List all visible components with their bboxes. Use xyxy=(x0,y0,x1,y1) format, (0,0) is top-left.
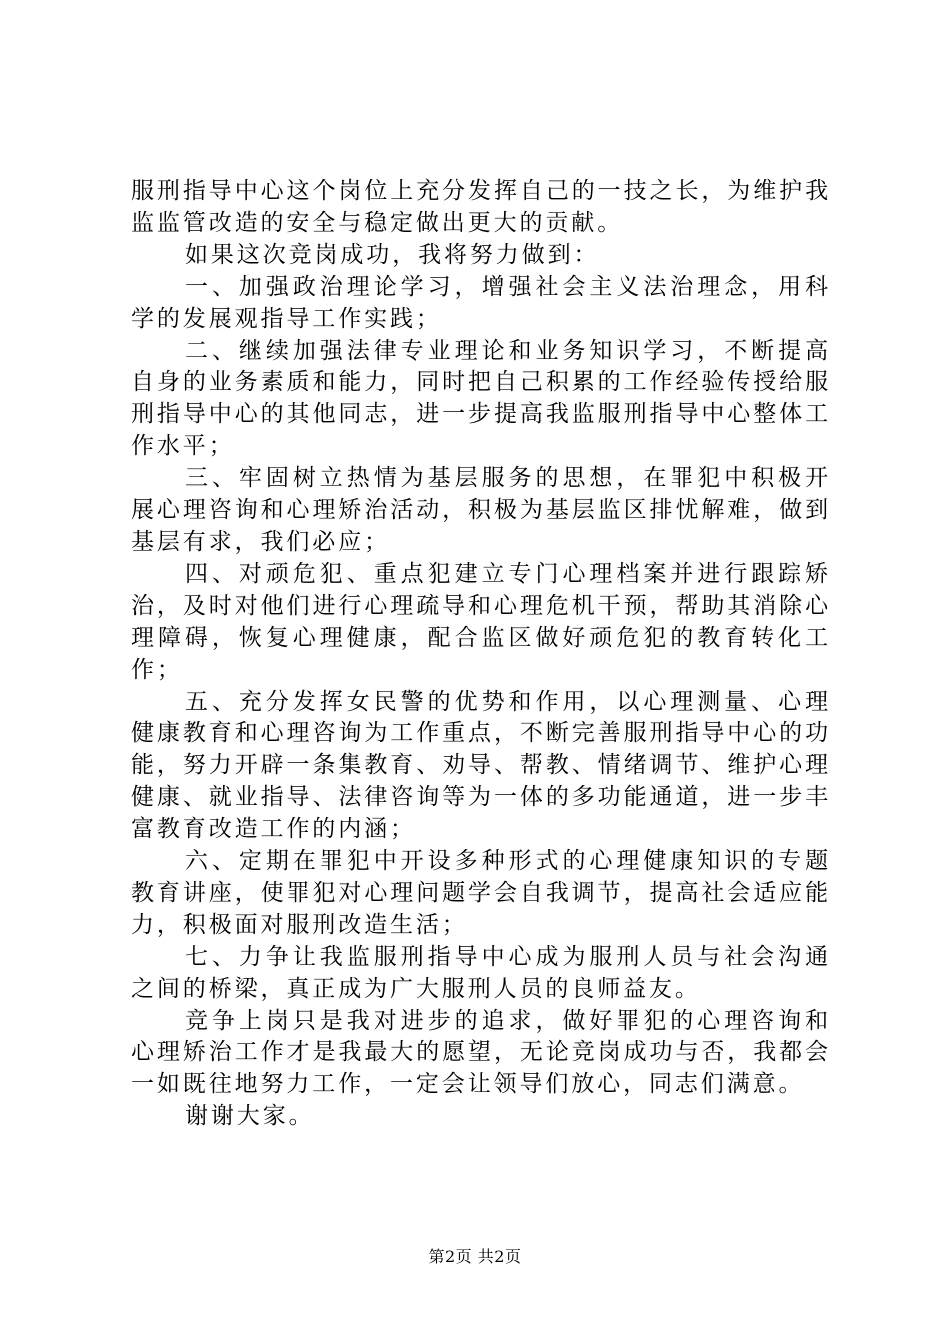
page-number-footer: 第2页 共2页 xyxy=(428,1247,522,1266)
document-body xyxy=(131,176,831,1133)
paragraph-item-2: 二、继续加强法律专业理论和业务知识学习，不断提高自身的业务素质和能力，同时把自己积累的工作经验传授给服刑指导中心的其他同志，进一步提高我监服刑指导中心整体工作水平； xyxy=(131,337,831,460)
paragraph-item-5: 五、充分发挥女民警的优势和作用，以心理测量、心理健康教育和心理咨询为工作重点，不断完善服刑指导中心的功能，努力开辟一条集教育、劝导、帮教、情绪调节、维护心理健康、就业指导、法律咨询等为一体的多功能通道，进一步丰富教育改造工作的内涵； xyxy=(131,688,831,843)
paragraph-item-3: 三、牢固树立热情为基层服务的思想，在罪犯中积极开展心理咨询和心理矫治活动，积极为基层监区排忧解难，做到基层有求，我们必应； xyxy=(131,465,831,555)
paragraph-item-6: 六、定期在罪犯中开设多种形式的心理健康知识的专题教育讲座，使罪犯对心理问题学会自我调节，提高社会适应能力，积极面对服刑改造生活； xyxy=(131,848,831,938)
paragraph-item-7: 七、力争让我监服刑指导中心成为服刑人员与社会沟通之间的桥梁，真正成为广大服刑人员的良师益友。 xyxy=(131,943,831,1002)
paragraph-thanks: 谢谢大家。 xyxy=(185,1103,315,1130)
paragraph-item-4: 四、对顽危犯、重点犯建立专门心理档案并进行跟踪矫治，及时对他们进行心理疏导和心理危机干预，帮助其消除心理障碍，恢复心理健康，配合监区做好顽危犯的教育转化工作； xyxy=(131,560,831,683)
paragraph-intro: 如果这次竞岗成功，我将努力做到： xyxy=(185,241,600,268)
paragraph-continuation: 服刑指导中心这个岗位上充分发挥自己的一技之长，为维护我监监管改造的安全与稳定做出更大的贡献。 xyxy=(131,178,831,236)
paragraph-item-1: 一、加强政治理论学习，增强社会主义法治理念，用科学的发展观指导工作实践； xyxy=(131,273,831,332)
paragraph-conclusion: 竞争上岗只是我对进步的追求，做好罪犯的心理咨询和心理矫治工作才是我最大的愿望，无论竞岗成功与否，我都会一如既往地努力工作，一定会让领导们放心，同志们满意。 xyxy=(131,1007,831,1098)
